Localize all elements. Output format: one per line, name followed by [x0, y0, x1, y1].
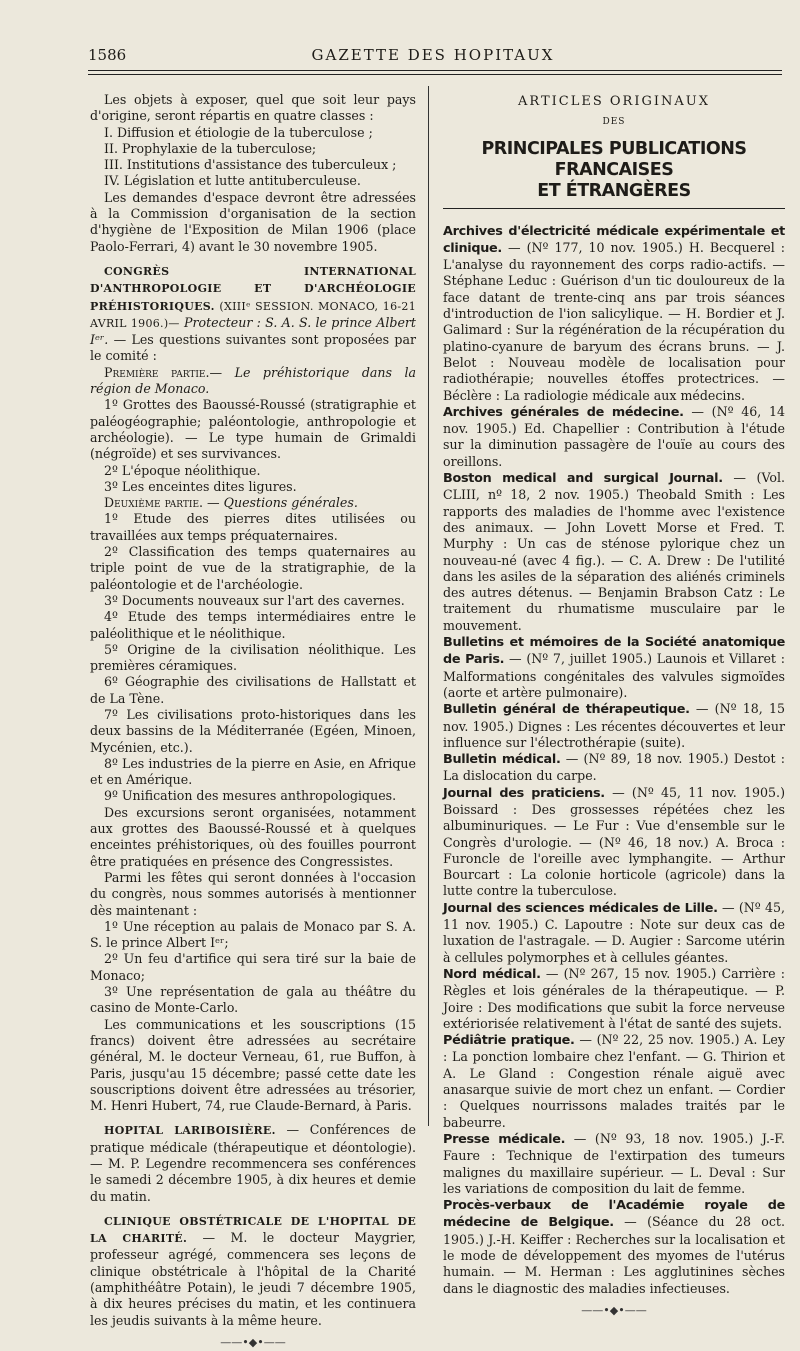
publication-text: — (Nº 46, 14 nov. 1905.) Ed. Chapellier : Contribution à l'étude sur la diminution passagère de l'ouïe au cours des oreillons. — [443, 403, 785, 469]
list-item: 2º Un feu d'artifice qui sera tiré sur la baie de Monaco; — [90, 951, 416, 983]
ornament-divider-right: ——•◆•—— — [581, 1303, 647, 1317]
fetes-intro: Parmi les fêtes qui seront données à l'occasion du congrès, nous sommes autorisés à mentionner dès maintenant : — [90, 869, 416, 918]
page-number: 1586 — [88, 46, 127, 64]
publication-journal: Bulletin général de thérapeutique. — [443, 702, 690, 718]
section-title: ARTICLES ORIGINAUX — [518, 94, 710, 109]
class-item: II. Prophylaxie de la tuberculose; — [104, 140, 317, 156]
publication-entry — [443, 404, 785, 470]
publication-journal: Boston medical and surgical Journal. — [443, 471, 723, 487]
ornament-divider: ——•◆•—— — [220, 1335, 286, 1349]
publication-entry — [443, 785, 785, 900]
communications: Les communications et les souscriptions (15 francs) doivent être adressées au secrétaire général, M. le docteur Verneau, 61, rue Buffon, à Paris, jusqu'au 15 décembre; passé cette date les souscriptions doivent être adressées au trésorier, M. Henri Hubert, 74, rue Claude-Bernard, à Paris. — [90, 1016, 416, 1114]
charite-notice — [90, 1213, 416, 1329]
publication-entry — [443, 701, 785, 751]
list-item: 9º Unification des mesures anthropologiques. — [104, 788, 397, 804]
publication-text: — (Nº 267, 15 nov. 1905.) Carrière : Règles et lois générales de la thérapeutique. — P. Joire : Des modifications que subit la force nerveuse extériorisée relativement à l'état de santé des sujets. — [443, 965, 785, 1031]
right-column — [443, 92, 785, 1319]
list-item: 6º Géographie des civilisations de Hallstatt et de La Tène. — [90, 674, 416, 706]
publication-list — [443, 223, 785, 1297]
section-sub: ET ÉTRANGÈRES — [537, 180, 691, 201]
charite-head: CLINIQUE OBSTÉTRICALE DE L'HOPITAL DE LA CHARITÉ. — [90, 1214, 416, 1246]
publication-journal: Nord médical. — [443, 966, 541, 982]
publication-journal: Presse médicale. — [443, 1131, 566, 1147]
publication-journal: Procès-verbaux de l'Académie royale de médecine de Belgique. — [443, 1198, 785, 1231]
part1-label: Première partie.— — [104, 364, 223, 380]
list-item: 1º Grottes des Baoussé-Roussé (stratigraphie et paléogéographie; paléontologie, anthropologie et archéologie). — Le type humain de Grimaldi (négroïde) et ses survivances. — [90, 397, 416, 462]
lariboisiere-text: — Conférences de pratique médicale (thérapeutique et déontologie). — M. P. Legendre recommencera ses conférences le samedi 2 décembre 1905, à dix heures et demie du matin. — [90, 1122, 416, 1204]
list-item: 3º Les enceintes dites ligures. — [104, 478, 297, 494]
publication-text: — (Vol. CLIII, nº 18, 2 nov. 1905.) Theobald Smith : Les rapports des maladies de l'homme avec l'existence des animaux. — John Lovett Morse et Fred. T. Murphy : Un cas de sténose pylorique chez un nouveau-né (avec 4 fig.). — C. A. Drew : De l'utilité dans les asiles de la séparation des aliénés criminels des autres détenus. — Benjamin Brabson Catz : Le traitement du rhumatisme musculaire par le mouvement. — [443, 470, 786, 633]
publication-text: — (Nº 89, 18 nov. 1905.) Destot : La dislocation du carpe. — [443, 751, 785, 784]
publication-journal: Pédiâtrie pratique. — [443, 1033, 575, 1049]
congress-notice — [90, 263, 416, 365]
part2-heading — [90, 495, 416, 511]
left-column — [90, 92, 416, 1351]
publication-entry — [443, 470, 785, 634]
column-divider — [428, 86, 429, 1126]
publication-entry — [443, 223, 785, 404]
publication-entry — [443, 900, 785, 966]
class-item: III. Institutions d'assistance des tuberculeux ; — [104, 157, 397, 173]
list-item: 1º Etude des pierres dites utilisées ou travaillées aux temps préquaternaires. — [90, 511, 416, 543]
space-requests: Les demandes d'espace devront être adressées à la Commission d'organisation de la section d'hygiène de l'Exposition de Milan 1906 (place Paolo-Ferrari, 4) avant le 30 novembre 1905. — [90, 189, 416, 254]
list-item: 7º Les civilisations proto-historiques dans les deux bassins de la Méditerranée (Egéen, Minoen, Mycénien, etc.). — [90, 706, 416, 755]
publication-entry — [443, 1197, 785, 1297]
publication-entry — [443, 634, 785, 701]
class-item: I. Diffusion et étiologie de la tuberculose ; — [104, 124, 373, 140]
part2-title: Questions générales. — [223, 495, 358, 511]
congress-tail: — Les questions suivantes sont proposées par le comité : — [90, 332, 416, 364]
section-rule — [443, 208, 785, 209]
publication-text: — (Nº 18, 15 nov. 1905.) Dignes : Les récentes découvertes et leur influence sur l'électrothérapie (suite). — [443, 701, 785, 750]
lariboisiere-head: HOPITAL LARIBOISIÈRE. — [104, 1124, 276, 1138]
charite-text: — M. le docteur Maygrier, professeur agrégé, commencera ses leçons de clinique obstétricale à l'hôpital de la Charité (amphithéâtre Potain), le jeudi 7 décembre 1905, à dix heures précises du matin, et les continuera les jeudis suivants à la même heure. — [90, 1230, 416, 1328]
list-item: 3º Documents nouveaux sur l'art des cavernes. — [104, 592, 405, 608]
publication-journal: Journal des praticiens. — [443, 785, 605, 801]
publication-text: — (Nº 177, 10 nov. 1905.) H. Becquerel : L'analyse du rayonnement des corps radio-actifs. — Stéphane Leduc : Guérison d'un tic douloureux de la face datant de trente-cinq ans par trois séances d'introduction de l'ion salicylique. — H. Bordier et J. Galimard : Sur la régénération de la récupération du platino-cyanure de baryum des écrans bruns. — J. Belot : Nouveau modèle de localisation pour radiothérapie; nouvelles étoffes protectrices. — Béclère : La radiologie médicale aux médecins. — [443, 239, 785, 403]
publication-entry — [443, 751, 785, 785]
section-main: PRINCIPALES PUBLICATIONS FRANCAISES — [481, 138, 747, 180]
publication-text: — (Nº 45, 11 nov. 1905.) Boissard : Des grossesses répétées chez les albuminuriques. — Le Fur : Vue d'ensemble sur le Congrès d'urologie. — (Nº 46, 18 nov.) A. Broca : Furoncle de l'oreille avec lymphangite. — Arthur Bourcart : La colonie horticole (agricole) dans la lutte contre la tuberculose. — [443, 784, 785, 899]
congress-protector: Protecteur : S. A. S. le prince Albert Iᵉʳ. — [90, 314, 416, 348]
journal-title: GAZETTE DES HOPITAUX — [311, 46, 555, 64]
publication-journal: Archives générales de médecine. — [443, 404, 684, 420]
part1-heading — [90, 365, 416, 398]
publication-entry — [443, 1131, 785, 1197]
list-item: 4º Etude des temps intermédiaires entre le paléolithique et le néolithique. — [90, 609, 416, 641]
excursions: Des excursions seront organisées, notamment aux grottes des Baoussé-Roussé et à quelques enceintes préhistoriques, où des fouilles pourront être pratiquées en présence des Congressistes. — [90, 804, 416, 869]
header-rule-2 — [88, 74, 782, 75]
list-item: 1º Une réception au palais de Monaco par S. A. S. le prince Albert Iᵉʳ; — [90, 918, 416, 951]
list-item: 2º L'époque néolithique. — [104, 462, 261, 478]
publication-text: — (Séance du 28 oct. 1905.) J.-H. Keiffer : Recherches sur la localisation et le mode de développement des myomes de l'utérus humain. — M. Herman : Les agglutinines sèches dans le diagnostic des maladies infectieuses. — [443, 1214, 785, 1296]
part2-label: Deuxième partie. — — [104, 495, 220, 511]
section-des: DES — [602, 117, 626, 128]
publication-journal: Bulletin médical. — [443, 752, 561, 768]
list-item: 3º Une représentation de gala au théâtre du casino de Monte-Carlo. — [90, 984, 416, 1016]
publication-text: — (Nº 7, juillet 1905.) Launois et Villaret : Malformations congénitales des valvules sigmoïdes (aorte et artère pulmonaire). — [443, 651, 785, 700]
congress-title: CONGRÈS INTERNATIONAL D'ANTHROPOLOGIE ET D'ARCHÉOLOGIE PRÉHISTORIQUES. — [90, 264, 416, 313]
class-item: IV. Législation et lutte antituberculeuse. — [104, 173, 361, 189]
list-item: 2º Classification des temps quaternaires au triple point de vue de la stratigraphie, de la paléontologie et de l'archéologie. — [90, 544, 416, 592]
publication-text: — (Nº 93, 18 nov. 1905.) J.-F. Faure : Technique de l'extirpation des tumeurs malignes du maxillaire supérieur. — L. Deval : Sur les variations de composition du lait de femme. — [443, 1130, 785, 1196]
congress-session: (XIIIᵉ SESSION. MONACO, 16-21 AVRIL 1906.)— — [90, 299, 416, 330]
part1-title: Le préhistorique dans la région de Monaco. — [90, 364, 416, 397]
publication-journal: Bulletins et mémoires de la Société anatomique de Paris. — [443, 635, 785, 668]
publication-journal: Journal des sciences médicales de Lille. — [443, 900, 718, 916]
header-rule — [88, 70, 782, 71]
lariboisiere-notice — [90, 1122, 416, 1204]
exposition-intro: Les objets à exposer, quel que soit leur pays d'origine, seront répartis en quatre classes : — [90, 92, 416, 124]
publication-text: — (Nº 22, 25 nov. 1905.) A. Ley : La ponction lombaire chez l'enfant. — G. Thirion et A. Le Gland : Congestion rénale aiguë avec anasarque suivie de mort chez un enfant. — Cordier : Quelques nourrissons malades traités par le babeurre. — [443, 1032, 785, 1130]
list-item: 8º Les industries de la pierre en Asie, en Afrique et en Amérique. — [90, 755, 416, 788]
publication-entry — [443, 966, 785, 1032]
list-item: 5º Origine de la civilisation néolithique. Les premières céramiques. — [90, 641, 416, 674]
publication-text: — (Nº 45, 11 nov. 1905.) C. Lapoutre : Note sur deux cas de luxation de l'astragale. — D. Augier : Sarcome utérin à cellules polymorphes et à cellules géantes. — [443, 899, 785, 965]
publication-entry — [443, 1032, 785, 1131]
publication-journal: Archives d'électricité médicale expérimentale et clinique. — [443, 223, 785, 256]
